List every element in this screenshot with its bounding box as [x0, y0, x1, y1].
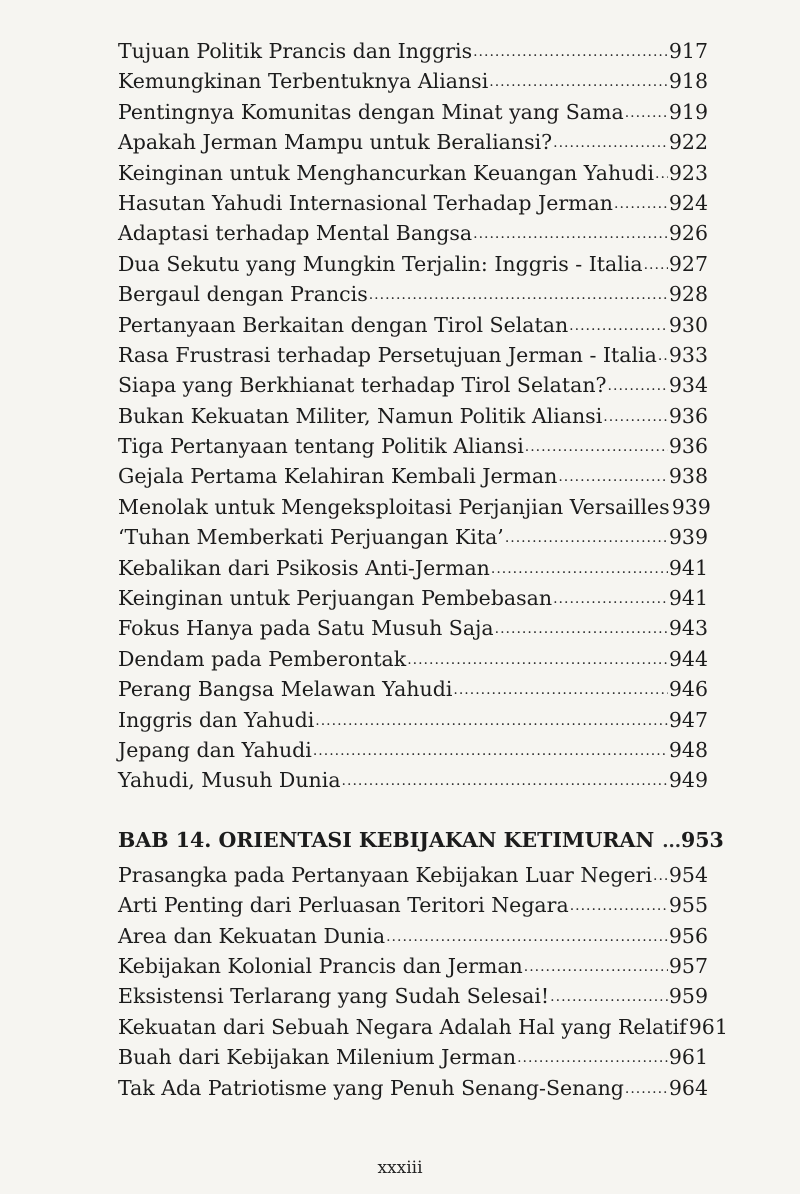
toc-entry-title: Bukan Kekuatan Militer, Namun Politik Aliansi: [118, 403, 603, 428]
toc-entry-title: Pertanyaan Berkaitan dengan Tirol Selatan: [118, 312, 569, 337]
toc-entry: [118, 553, 708, 583]
toc-entry: [118, 1042, 708, 1072]
toc-entry: [118, 583, 708, 613]
toc-entry-page: 959: [668, 984, 708, 1009]
toc-entry: [118, 644, 708, 674]
toc-entry: [118, 765, 708, 795]
toc-entry: [118, 97, 708, 127]
dot-leader: [625, 98, 668, 128]
toc-entry-title: Bergaul dengan Prancis: [118, 282, 368, 307]
toc-entry-page: 930: [668, 312, 708, 337]
toc-entry: [118, 1012, 728, 1042]
toc-entry-title: Siapa yang Berkhianat terhadap Tirol Selatan?: [118, 373, 607, 398]
dot-leader: [553, 128, 668, 158]
toc-entry-page: 936: [668, 434, 708, 459]
dot-leader: [313, 736, 668, 766]
toc-entry: [118, 860, 708, 890]
toc-entry: [118, 36, 708, 66]
toc-entry: [118, 492, 711, 522]
toc-entry-title: Tiga Pertanyaan tentang Politik Aliansi: [118, 434, 524, 459]
toc-entry-title: Kebalikan dari Psikosis Anti-Jerman: [118, 555, 490, 580]
toc-entry-title: Prasangka pada Pertanyaan Kebijakan Luar Negeri: [118, 862, 653, 887]
toc-entry-page: 946: [668, 677, 708, 702]
toc-entry-page: 917: [668, 39, 708, 63]
toc-entry: [118, 705, 708, 735]
dot-leader: [644, 250, 668, 280]
toc-entry-title: Tujuan Politik Prancis dan Inggris: [118, 39, 473, 63]
toc-entry-page: 928: [668, 282, 708, 307]
toc-entry-title: Adaptasi terhadap Mental Bangsa: [118, 221, 473, 246]
dot-leader: [655, 159, 668, 189]
toc-entry-title: Kekuatan dari Sebuah Negara Adalah Hal yang Relatif: [118, 1014, 687, 1039]
toc-list-part1: [118, 36, 711, 796]
toc-entry: [118, 613, 708, 643]
dot-leader: [495, 614, 668, 644]
toc-entry-title: Tak Ada Patriotisme yang Penuh Senang-Senang: [118, 1075, 624, 1100]
dot-leader: [608, 371, 668, 401]
toc-entry-title: Perang Bangsa Melawan Yahudi: [118, 677, 453, 702]
toc-entry-page: 939: [668, 525, 708, 550]
dot-leader: [614, 189, 668, 219]
toc-entry: [118, 279, 708, 309]
toc-entry-title: Kemungkinan Terbentuknya Aliansi: [118, 69, 489, 94]
toc-entry-title: Arti Penting dari Perluasan Teritori Negara: [118, 893, 569, 918]
toc-entry-title: Fokus Hanya pada Satu Musuh Saja: [118, 616, 494, 641]
toc-entry-page: 922: [668, 130, 708, 155]
toc-entry-title: Area dan Kekuatan Dunia: [118, 923, 386, 948]
toc-entry: [118, 158, 708, 188]
chapter-title: BAB 14. ORIENTASI KEBIJAKAN KETIMURAN: [118, 827, 655, 852]
toc-entry-page: 955: [668, 893, 708, 918]
toc-entry-page: 943: [668, 616, 708, 641]
dot-leader: [386, 922, 668, 952]
toc-entry-title: Rasa Frustrasi terhadap Persetujuan Jerman - Italia: [118, 342, 657, 367]
toc-entry: [118, 1073, 708, 1103]
dot-leader: [558, 462, 668, 492]
toc-entry-page: 949: [668, 768, 708, 793]
dot-leader: [625, 1074, 668, 1104]
toc-entry-title: Menolak untuk Mengeksploitasi Perjanjian Versailles: [118, 494, 670, 519]
toc-entry-page: 924: [668, 190, 708, 215]
toc-entry: [118, 218, 708, 248]
dot-leader: [550, 982, 668, 1012]
dot-leader: [489, 67, 668, 97]
chapter-heading: [118, 824, 724, 856]
toc-entry-page: 923: [668, 160, 708, 185]
toc-entry-page: 934: [668, 373, 708, 398]
toc-entry-page: 961: [688, 1014, 728, 1039]
toc-entry-title: Kebijakan Kolonial Prancis dan Jerman: [118, 953, 523, 978]
toc-entry-title: Apakah Jerman Mampu untuk Beraliansi?: [118, 130, 553, 155]
toc-entry-page: 941: [668, 555, 708, 580]
dot-leader: [505, 523, 668, 553]
toc-entry-page: 926: [668, 221, 708, 246]
dot-leader: [491, 554, 668, 584]
toc-entry-title: Eksistensi Terlarang yang Sudah Selesai!: [118, 984, 550, 1009]
toc-entry-page: 918: [668, 69, 708, 94]
toc-entry-page: 948: [668, 737, 708, 762]
toc-entry-title: Keinginan untuk Perjuangan Pembebasan: [118, 586, 553, 611]
toc-entry-page: 947: [668, 707, 708, 732]
dot-leader: [473, 219, 668, 249]
toc-entry-page: 941: [668, 586, 708, 611]
toc-entry: [118, 249, 708, 279]
dot-leader: [662, 826, 681, 858]
toc-entry-title: Buah dari Kebijakan Milenium Jerman: [118, 1045, 517, 1070]
toc-entry-page: 964: [668, 1075, 708, 1100]
toc-entry-title: Jepang dan Yahudi: [118, 737, 312, 762]
dot-leader: [342, 766, 668, 796]
dot-leader: [569, 311, 668, 341]
toc-entry: [118, 188, 708, 218]
dot-leader: [473, 37, 668, 67]
toc-entry: [118, 981, 708, 1011]
toc-entry-page: 933: [668, 342, 708, 367]
dot-leader: [570, 891, 668, 921]
dot-leader: [517, 1043, 668, 1073]
toc-entry-title: Yahudi, Musuh Dunia: [118, 768, 341, 793]
toc-entry: [118, 461, 708, 491]
toc-entry-page: 944: [668, 646, 708, 671]
toc-entry-title: Keinginan untuk Menghancurkan Keuangan Yahudi: [118, 160, 655, 185]
toc-entry-page: 954: [668, 862, 708, 887]
toc-entry-title: Dua Sekutu yang Mungkin Terjalin: Inggris - Italia: [118, 251, 643, 276]
dot-leader: [524, 952, 668, 982]
toc-entry-title: ‘Tuhan Memberkati Perjuangan Kita’: [118, 525, 504, 550]
toc-entry-page: 957: [668, 953, 708, 978]
toc-entry-page: 936: [668, 403, 708, 428]
toc-entry-title: Pentingnya Komunitas dengan Minat yang Sama: [118, 99, 624, 124]
toc-entry-title: Dendam pada Pemberontak: [118, 646, 407, 671]
toc-entry-title: Hasutan Yahudi Internasional Terhadap Jerman: [118, 190, 614, 215]
toc-entry-title: Inggris dan Yahudi: [118, 707, 315, 732]
toc-entry-page: 919: [668, 99, 708, 124]
toc-entry: [118, 127, 708, 157]
dot-leader: [369, 280, 668, 310]
toc-entry: [118, 674, 708, 704]
toc-entry-title: Gejala Pertama Kelahiran Kembali Jerman: [118, 464, 558, 489]
toc-entry-page: 961: [668, 1045, 708, 1070]
dot-leader: [525, 432, 668, 462]
dot-leader: [653, 861, 668, 891]
toc-entry: [118, 310, 708, 340]
dot-leader: [658, 341, 668, 371]
toc-entry: [118, 890, 708, 920]
toc-list-part2: [118, 860, 728, 1103]
chapter-page: 953: [681, 827, 724, 852]
toc-entry: [118, 340, 708, 370]
toc-entry: [118, 66, 708, 96]
toc-page: [118, 36, 728, 1103]
toc-entry-page: 938: [668, 464, 708, 489]
toc-entry: [118, 431, 708, 461]
toc-entry: [118, 401, 708, 431]
dot-leader: [407, 645, 668, 675]
toc-entry: [118, 522, 708, 552]
toc-entry-page: 939: [671, 494, 711, 519]
toc-entry: [118, 370, 708, 400]
dot-leader: [315, 706, 668, 736]
page-number: xxxiii: [377, 1158, 423, 1178]
toc-entry-page: 927: [668, 251, 708, 276]
toc-entry: [118, 951, 708, 981]
toc-entry: [118, 921, 708, 951]
dot-leader: [453, 675, 667, 705]
toc-entry: [118, 735, 708, 765]
toc-entry-page: 956: [668, 923, 708, 948]
dot-leader: [603, 402, 668, 432]
dot-leader: [553, 584, 668, 614]
